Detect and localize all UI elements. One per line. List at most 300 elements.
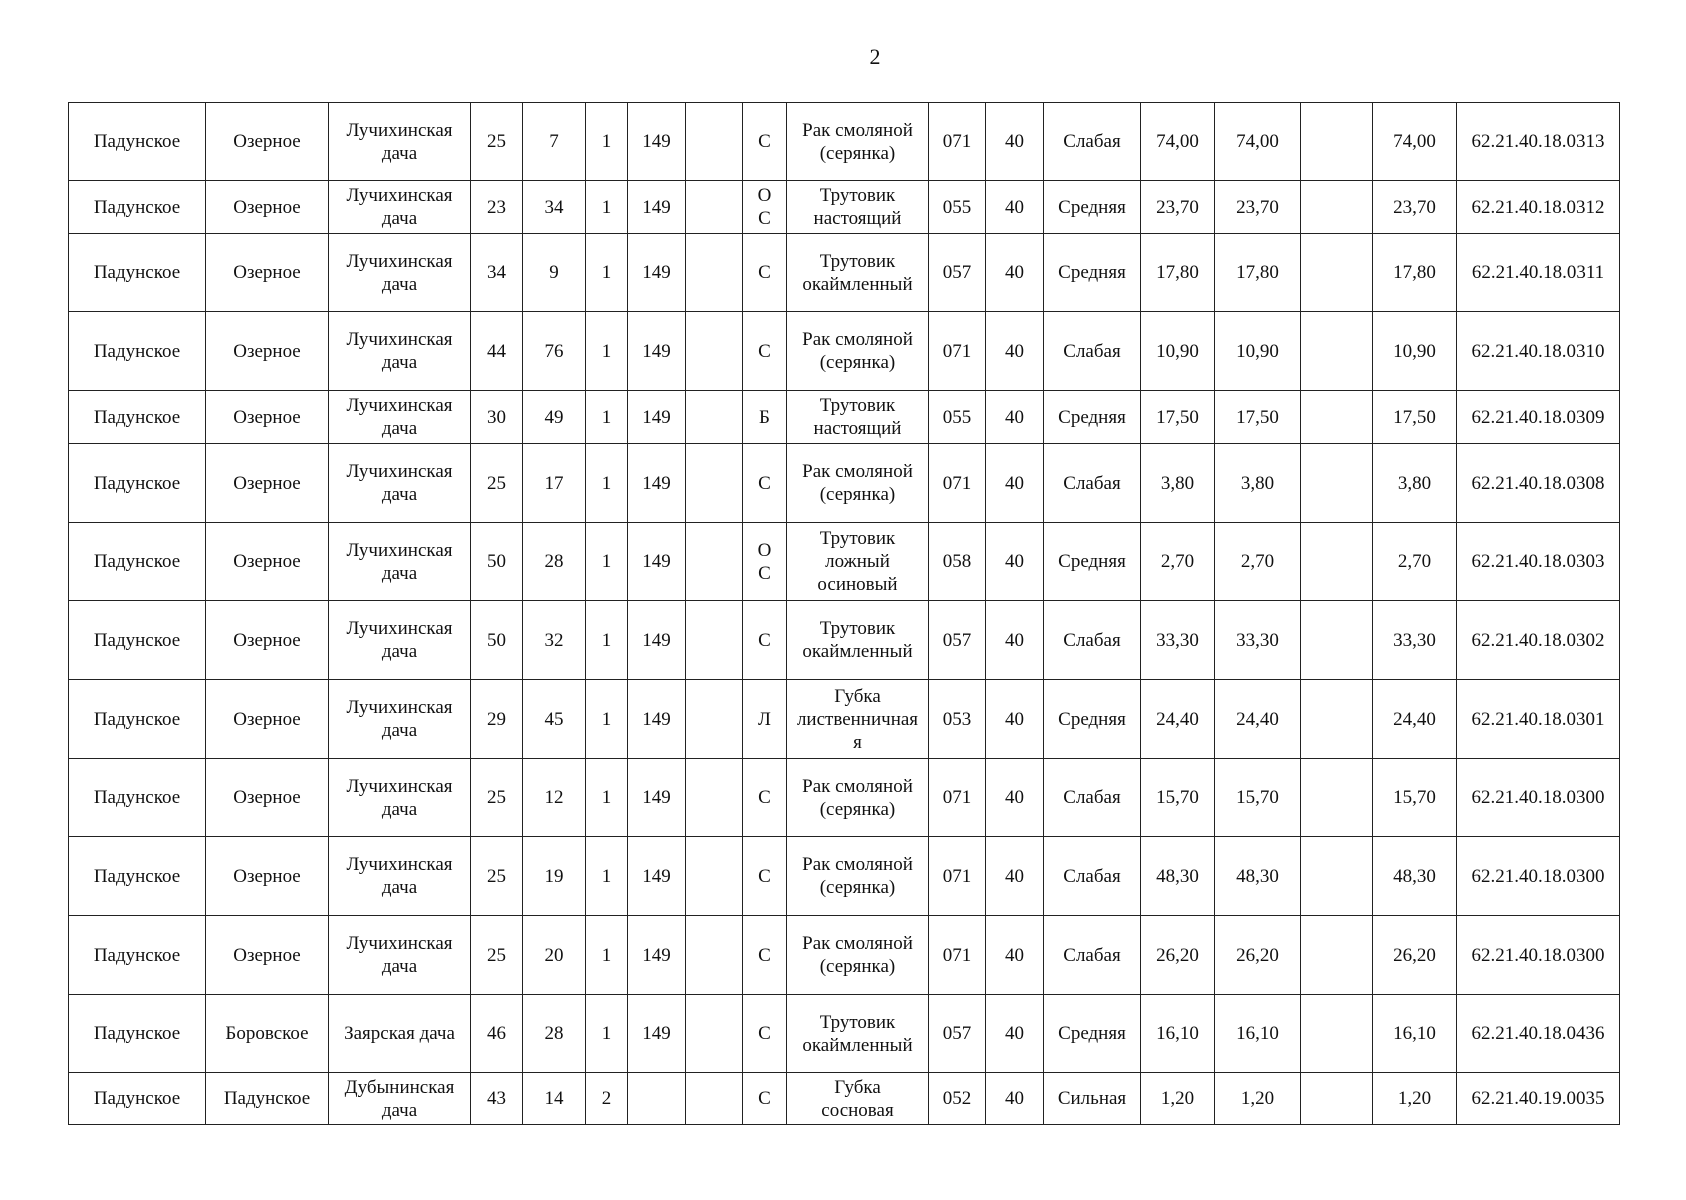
- table-row: [69, 759, 1620, 837]
- cell-area-4: 15,70: [1373, 759, 1457, 837]
- table-row: [69, 181, 1620, 234]
- cell-quarter: 43: [471, 1073, 523, 1125]
- cell-disease-line: (серянка): [819, 142, 896, 164]
- cell-disease: [787, 837, 929, 916]
- cell-n4: 40: [986, 523, 1044, 601]
- cell-species-line: С: [758, 865, 771, 887]
- cell-area-1: 24,40: [1141, 680, 1215, 759]
- cell-code: 057: [929, 995, 986, 1073]
- cell-disease: [787, 995, 929, 1073]
- cell-reg-number: 62.21.40.18.0313: [1457, 103, 1620, 181]
- cell-district: Падунское: [69, 444, 206, 523]
- cell-area-3: [1301, 916, 1373, 995]
- cell-n2: 149: [628, 601, 686, 680]
- table-row: [69, 601, 1620, 680]
- cell-degree: Слабая: [1044, 837, 1141, 916]
- cell-n1: 1: [586, 759, 628, 837]
- cell-forestry: Падунское: [206, 1073, 329, 1125]
- cell-dacha: [329, 391, 471, 444]
- cell-area-2: 15,70: [1215, 759, 1301, 837]
- cell-disease: [787, 523, 929, 601]
- cell-n3: [686, 234, 743, 312]
- cell-disease: [787, 1073, 929, 1125]
- cell-district: Падунское: [69, 601, 206, 680]
- cell-dacha: [329, 181, 471, 234]
- cell-forestry: Озерное: [206, 759, 329, 837]
- cell-area-3: [1301, 680, 1373, 759]
- cell-reg-number: 62.21.40.18.0310: [1457, 312, 1620, 391]
- cell-n1: 1: [586, 523, 628, 601]
- cell-code: 071: [929, 837, 986, 916]
- cell-dacha-line: дача: [381, 956, 418, 977]
- cell-n1: 1: [586, 601, 628, 680]
- cell-area-3: [1301, 759, 1373, 837]
- cell-disease-line: Трутовик: [819, 528, 896, 549]
- cell-dacha-line: Дубынинская: [344, 1076, 455, 1098]
- cell-reg-number: 62.21.40.18.0436: [1457, 995, 1620, 1073]
- cell-disease-line: Трутовик: [819, 395, 896, 416]
- cell-forestry: Озерное: [206, 444, 329, 523]
- cell-disease-line: ложный: [825, 551, 890, 572]
- cell-n3: [686, 601, 743, 680]
- cell-species: [743, 391, 787, 444]
- cell-area-3: [1301, 1073, 1373, 1125]
- cell-disease: [787, 103, 929, 181]
- cell-area-2: 3,80: [1215, 444, 1301, 523]
- cell-degree: Слабая: [1044, 759, 1141, 837]
- cell-disease-line: Трутовик: [819, 185, 896, 206]
- cell-district: Падунское: [69, 916, 206, 995]
- table-row: [69, 1073, 1620, 1125]
- cell-area-1: 15,70: [1141, 759, 1215, 837]
- cell-n3: [686, 995, 743, 1073]
- cell-disease-line: Рак смоляной: [802, 119, 913, 141]
- cell-code: 071: [929, 444, 986, 523]
- cell-section: 7: [523, 103, 586, 181]
- cell-disease-line: (серянка): [819, 956, 896, 977]
- cell-dacha-line: дача: [381, 142, 418, 164]
- cell-area-4: 33,30: [1373, 601, 1457, 680]
- cell-dacha-line: Лучихинская: [346, 854, 453, 875]
- cell-species-line: С: [758, 944, 771, 966]
- cell-dacha-line: дача: [381, 352, 418, 373]
- cell-n2: 149: [628, 444, 686, 523]
- cell-quarter: 25: [471, 444, 523, 523]
- table-row: [69, 995, 1620, 1073]
- cell-n4: 40: [986, 1073, 1044, 1125]
- cell-dacha: [329, 995, 471, 1073]
- cell-reg-number: 62.21.40.18.0300: [1457, 759, 1620, 837]
- cell-degree: Средняя: [1044, 391, 1141, 444]
- cell-dacha: [329, 444, 471, 523]
- cell-area-2: 48,30: [1215, 837, 1301, 916]
- cell-species-line: О: [757, 185, 772, 206]
- cell-district: Падунское: [69, 312, 206, 391]
- cell-section: 28: [523, 523, 586, 601]
- cell-n3: [686, 837, 743, 916]
- cell-area-1: 48,30: [1141, 837, 1215, 916]
- cell-disease-line: (серянка): [819, 798, 896, 820]
- cell-n4: 40: [986, 759, 1044, 837]
- cell-degree: Слабая: [1044, 601, 1141, 680]
- cell-quarter: 25: [471, 759, 523, 837]
- cell-code: 071: [929, 312, 986, 391]
- cell-species-line: С: [758, 472, 771, 494]
- cell-reg-number: 62.21.40.18.0300: [1457, 837, 1620, 916]
- cell-n1: 1: [586, 444, 628, 523]
- cell-area-4: 3,80: [1373, 444, 1457, 523]
- cell-reg-number: 62.21.40.18.0302: [1457, 601, 1620, 680]
- cell-section: 34: [523, 181, 586, 234]
- cell-n1: 1: [586, 680, 628, 759]
- table-row: [69, 680, 1620, 759]
- cell-area-3: [1301, 601, 1373, 680]
- cell-species: [743, 759, 787, 837]
- cell-quarter: 25: [471, 916, 523, 995]
- cell-section: 45: [523, 680, 586, 759]
- cell-area-1: 2,70: [1141, 523, 1215, 601]
- cell-n3: [686, 1073, 743, 1125]
- cell-n3: [686, 103, 743, 181]
- cell-area-4: 23,70: [1373, 181, 1457, 234]
- cell-species: [743, 1073, 787, 1125]
- cell-dacha-line: дача: [381, 641, 418, 662]
- cell-dacha: [329, 312, 471, 391]
- cell-dacha-line: дача: [381, 418, 418, 439]
- cell-n3: [686, 444, 743, 523]
- cell-n3: [686, 312, 743, 391]
- cell-n2: 149: [628, 181, 686, 234]
- cell-n2: 149: [628, 916, 686, 995]
- cell-species: [743, 234, 787, 312]
- cell-species: [743, 837, 787, 916]
- cell-reg-number: 62.21.40.18.0311: [1457, 234, 1620, 312]
- cell-disease: [787, 601, 929, 680]
- cell-n3: [686, 523, 743, 601]
- cell-area-2: 17,50: [1215, 391, 1301, 444]
- cell-code: 055: [929, 181, 986, 234]
- cell-n3: [686, 181, 743, 234]
- cell-dacha-line: Лучихинская: [346, 775, 453, 797]
- cell-area-4: 1,20: [1373, 1073, 1457, 1125]
- cell-quarter: 50: [471, 601, 523, 680]
- cell-district: Падунское: [69, 103, 206, 181]
- cell-dacha-line: дача: [381, 798, 418, 820]
- cell-n1: 1: [586, 103, 628, 181]
- cell-forestry: Боровское: [206, 995, 329, 1073]
- cell-degree: Средняя: [1044, 234, 1141, 312]
- cell-dacha-line: дача: [381, 273, 418, 295]
- cell-n2: 149: [628, 995, 686, 1073]
- cell-dacha: [329, 916, 471, 995]
- cell-area-2: 1,20: [1215, 1073, 1301, 1125]
- cell-disease-line: окаймленный: [802, 273, 913, 295]
- cell-reg-number: 62.21.40.18.0309: [1457, 391, 1620, 444]
- cell-n4: 40: [986, 103, 1044, 181]
- table-row: [69, 916, 1620, 995]
- cell-area-3: [1301, 181, 1373, 234]
- cell-disease-line: (серянка): [819, 877, 896, 898]
- cell-n4: 40: [986, 181, 1044, 234]
- cell-species-line: С: [758, 787, 771, 808]
- cell-n4: 40: [986, 916, 1044, 995]
- cell-degree: Средняя: [1044, 680, 1141, 759]
- cell-area-1: 26,20: [1141, 916, 1215, 995]
- cell-forestry: Озерное: [206, 312, 329, 391]
- cell-disease-line: Рак смоляной: [802, 461, 913, 482]
- cell-forestry: Озерное: [206, 601, 329, 680]
- cell-area-1: 23,70: [1141, 181, 1215, 234]
- cell-n1: 1: [586, 181, 628, 234]
- cell-degree: Слабая: [1044, 444, 1141, 523]
- cell-section: 20: [523, 916, 586, 995]
- cell-area-4: 17,80: [1373, 234, 1457, 312]
- cell-n2: 149: [628, 680, 686, 759]
- cell-code: 071: [929, 759, 986, 837]
- cell-species-line: С: [758, 208, 771, 229]
- cell-dacha: [329, 234, 471, 312]
- cell-disease-line: Губка: [834, 685, 881, 707]
- cell-dacha: [329, 103, 471, 181]
- cell-n2: 149: [628, 103, 686, 181]
- cell-n3: [686, 916, 743, 995]
- cell-species: [743, 916, 787, 995]
- cell-disease-line: лиственничная: [796, 708, 919, 730]
- table-row: [69, 837, 1620, 916]
- cell-species-line: Л: [758, 708, 771, 730]
- cell-quarter: 25: [471, 837, 523, 916]
- cell-disease: [787, 916, 929, 995]
- cell-n1: 1: [586, 391, 628, 444]
- cell-degree: Слабая: [1044, 103, 1141, 181]
- cell-area-2: 23,70: [1215, 181, 1301, 234]
- cell-disease-line: Рак смоляной: [802, 854, 913, 875]
- cell-area-2: 24,40: [1215, 680, 1301, 759]
- cell-n2: 149: [628, 391, 686, 444]
- forest-pathology-table: [68, 102, 1620, 1125]
- cell-area-4: 48,30: [1373, 837, 1457, 916]
- cell-n1: 1: [586, 837, 628, 916]
- table-row: [69, 234, 1620, 312]
- cell-dacha-line: дача: [381, 562, 418, 584]
- cell-area-2: 33,30: [1215, 601, 1301, 680]
- cell-disease: [787, 181, 929, 234]
- cell-disease-line: я: [853, 731, 862, 753]
- cell-disease-line: Трутовик: [819, 250, 896, 272]
- cell-district: Падунское: [69, 181, 206, 234]
- cell-n3: [686, 391, 743, 444]
- cell-dacha-line: Лучихинская: [346, 119, 453, 141]
- cell-disease-line: окаймленный: [802, 1034, 913, 1056]
- cell-district: Падунское: [69, 391, 206, 444]
- cell-forestry: Озерное: [206, 103, 329, 181]
- cell-disease-line: (серянка): [819, 484, 896, 505]
- cell-disease-line: Рак смоляной: [802, 933, 913, 954]
- cell-dacha: [329, 759, 471, 837]
- cell-code: 053: [929, 680, 986, 759]
- cell-disease-line: Рак смоляной: [802, 775, 913, 797]
- cell-code: 071: [929, 916, 986, 995]
- table-row: [69, 391, 1620, 444]
- cell-area-2: 17,80: [1215, 234, 1301, 312]
- cell-section: 14: [523, 1073, 586, 1125]
- cell-area-1: 1,20: [1141, 1073, 1215, 1125]
- cell-n2: 149: [628, 234, 686, 312]
- cell-species-line: С: [758, 629, 771, 651]
- cell-area-4: 17,50: [1373, 391, 1457, 444]
- cell-district: Падунское: [69, 1073, 206, 1125]
- cell-species-line: О: [757, 539, 772, 561]
- cell-disease-line: сосновая: [821, 1099, 894, 1121]
- cell-species-line: С: [758, 562, 771, 584]
- cell-area-1: 10,90: [1141, 312, 1215, 391]
- cell-section: 9: [523, 234, 586, 312]
- table-row: [69, 444, 1620, 523]
- cell-district: Падунское: [69, 680, 206, 759]
- page-number: 2: [869, 44, 881, 69]
- cell-disease-line: Трутовик: [819, 618, 896, 639]
- cell-n1: 1: [586, 312, 628, 391]
- table-row: [69, 523, 1620, 601]
- cell-area-4: 24,40: [1373, 680, 1457, 759]
- cell-n4: 40: [986, 680, 1044, 759]
- cell-code: 057: [929, 234, 986, 312]
- cell-n1: 2: [586, 1073, 628, 1125]
- cell-section: 32: [523, 601, 586, 680]
- cell-area-2: 74,00: [1215, 103, 1301, 181]
- cell-n2: 149: [628, 759, 686, 837]
- cell-quarter: 44: [471, 312, 523, 391]
- cell-species: [743, 181, 787, 234]
- cell-disease-line: Губка: [834, 1076, 881, 1098]
- table-body: [69, 103, 1620, 1125]
- cell-dacha-line: дача: [381, 1099, 418, 1121]
- cell-area-2: 2,70: [1215, 523, 1301, 601]
- cell-area-4: 26,20: [1373, 916, 1457, 995]
- cell-disease-line: окаймленный: [802, 641, 913, 662]
- cell-n3: [686, 759, 743, 837]
- cell-forestry: Озерное: [206, 837, 329, 916]
- cell-species-line: С: [758, 1023, 771, 1044]
- cell-n2: 149: [628, 837, 686, 916]
- cell-disease-line: Трутовик: [819, 1011, 896, 1033]
- cell-area-3: [1301, 444, 1373, 523]
- cell-section: 12: [523, 759, 586, 837]
- cell-n2: 149: [628, 312, 686, 391]
- cell-species-line: Б: [759, 406, 770, 428]
- cell-dacha-line: дача: [381, 208, 418, 229]
- cell-n4: 40: [986, 312, 1044, 391]
- cell-disease: [787, 444, 929, 523]
- cell-reg-number: 62.21.40.18.0300: [1457, 916, 1620, 995]
- cell-section: 76: [523, 312, 586, 391]
- cell-area-3: [1301, 234, 1373, 312]
- cell-area-4: 74,00: [1373, 103, 1457, 181]
- cell-forestry: Озерное: [206, 234, 329, 312]
- cell-species-line: С: [758, 1088, 771, 1109]
- cell-forestry: Озерное: [206, 181, 329, 234]
- cell-dacha-line: Лучихинская: [346, 461, 453, 482]
- cell-n1: 1: [586, 995, 628, 1073]
- cell-degree: Сильная: [1044, 1073, 1141, 1125]
- cell-n4: 40: [986, 234, 1044, 312]
- cell-area-3: [1301, 837, 1373, 916]
- cell-dacha-line: дача: [381, 484, 418, 505]
- cell-code: 052: [929, 1073, 986, 1125]
- cell-dacha-line: Лучихинская: [346, 697, 453, 718]
- cell-dacha-line: Заярская дача: [344, 1023, 455, 1044]
- cell-reg-number: 62.21.40.18.0303: [1457, 523, 1620, 601]
- cell-area-2: 26,20: [1215, 916, 1301, 995]
- cell-n4: 40: [986, 391, 1044, 444]
- cell-degree: Слабая: [1044, 312, 1141, 391]
- cell-area-1: 3,80: [1141, 444, 1215, 523]
- cell-disease: [787, 234, 929, 312]
- cell-district: Падунское: [69, 234, 206, 312]
- cell-quarter: 25: [471, 103, 523, 181]
- cell-dacha-line: Лучихинская: [346, 185, 453, 206]
- cell-area-3: [1301, 523, 1373, 601]
- cell-area-3: [1301, 103, 1373, 181]
- cell-species: [743, 995, 787, 1073]
- cell-dacha-line: Лучихинская: [346, 618, 453, 639]
- cell-forestry: Озерное: [206, 916, 329, 995]
- cell-area-1: 17,50: [1141, 391, 1215, 444]
- cell-species-line: С: [758, 131, 771, 152]
- cell-area-2: 16,10: [1215, 995, 1301, 1073]
- cell-forestry: Озерное: [206, 680, 329, 759]
- cell-code: 057: [929, 601, 986, 680]
- cell-dacha: [329, 837, 471, 916]
- cell-code: 055: [929, 391, 986, 444]
- cell-area-1: 16,10: [1141, 995, 1215, 1073]
- cell-area-1: 17,80: [1141, 234, 1215, 312]
- cell-section: 19: [523, 837, 586, 916]
- cell-n2: 149: [628, 523, 686, 601]
- cell-species: [743, 523, 787, 601]
- cell-disease: [787, 680, 929, 759]
- cell-section: 49: [523, 391, 586, 444]
- cell-area-3: [1301, 312, 1373, 391]
- cell-disease-line: (серянка): [819, 352, 896, 373]
- cell-area-4: 10,90: [1373, 312, 1457, 391]
- cell-degree: Средняя: [1044, 523, 1141, 601]
- cell-species: [743, 103, 787, 181]
- cell-disease-line: настоящий: [813, 208, 902, 229]
- cell-species: [743, 680, 787, 759]
- cell-n4: 40: [986, 444, 1044, 523]
- cell-species: [743, 312, 787, 391]
- cell-dacha: [329, 601, 471, 680]
- cell-species-line: С: [758, 262, 771, 283]
- cell-dacha-line: дача: [381, 877, 418, 898]
- cell-quarter: 23: [471, 181, 523, 234]
- cell-dacha-line: Лучихинская: [346, 329, 453, 350]
- cell-dacha-line: Лучихинская: [346, 250, 453, 272]
- cell-reg-number: 62.21.40.18.0312: [1457, 181, 1620, 234]
- cell-quarter: 46: [471, 995, 523, 1073]
- cell-dacha: [329, 680, 471, 759]
- cell-species: [743, 601, 787, 680]
- cell-district: Падунское: [69, 837, 206, 916]
- cell-species-line: С: [758, 340, 771, 362]
- cell-reg-number: 62.21.40.18.0308: [1457, 444, 1620, 523]
- cell-dacha-line: Лучихинская: [346, 395, 453, 416]
- cell-area-1: 74,00: [1141, 103, 1215, 181]
- cell-disease-line: настоящий: [813, 418, 902, 439]
- cell-degree: Средняя: [1044, 995, 1141, 1073]
- cell-degree: Слабая: [1044, 916, 1141, 995]
